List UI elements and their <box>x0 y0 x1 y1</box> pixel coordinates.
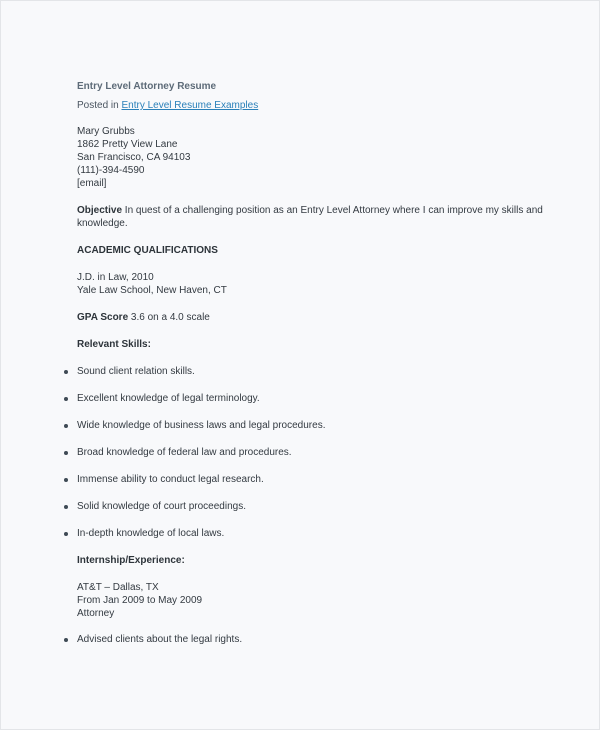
bullet-icon <box>64 638 68 642</box>
education-block <box>77 271 547 297</box>
objective-text: In quest of a challenging position as an Entry Level Attorney where I can improve my skills and knowledge. <box>77 205 543 229</box>
skills-list <box>77 365 547 540</box>
job-role: Attorney <box>77 608 115 619</box>
skill-text: Solid knowledge of court proceedings. <box>77 501 246 512</box>
skill-text: In-depth knowledge of local laws. <box>77 528 225 539</box>
posted-prefix: Posted in <box>77 100 122 111</box>
skill-text: Broad knowledge of federal law and procedures. <box>77 447 292 458</box>
gpa-line <box>77 311 547 324</box>
contact-email: [email] <box>77 178 107 189</box>
bullet-icon <box>64 397 68 401</box>
category-link[interactable]: Entry Level Resume Examples <box>121 100 259 111</box>
list-item <box>77 500 547 513</box>
academic-heading: ACADEMIC QUALIFICATIONS <box>77 245 218 256</box>
bullet-icon <box>64 532 68 536</box>
posted-in-line <box>77 99 547 112</box>
bullet-icon <box>64 370 68 374</box>
school: Yale Law School, New Haven, CT <box>77 285 227 296</box>
bullet-icon <box>64 478 68 482</box>
skill-text: Sound client relation skills. <box>77 366 195 377</box>
bullet-icon <box>64 424 68 428</box>
contact-phone: (111)-394-4590 <box>77 165 145 176</box>
skill-text: Wide knowledge of business laws and legal procedures. <box>77 420 326 431</box>
degree: J.D. in Law, 2010 <box>77 272 154 283</box>
list-item <box>77 392 547 405</box>
contact-city: San Francisco, CA 94103 <box>77 152 191 163</box>
gpa-value: 3.6 on a 4.0 scale <box>128 312 210 323</box>
skill-text: Excellent knowledge of legal terminology. <box>77 393 260 404</box>
employer: AT&T – Dallas, TX <box>77 582 159 593</box>
bullet-icon <box>64 451 68 455</box>
skill-text: Immense ability to conduct legal research. <box>77 474 264 485</box>
list-item <box>77 446 547 459</box>
experience-block <box>77 581 547 620</box>
experience-heading: Internship/Experience: <box>77 555 185 566</box>
contact-block <box>77 125 547 190</box>
list-item <box>77 419 547 432</box>
list-item <box>77 633 547 646</box>
duty-text: Advised clients about the legal rights. <box>77 634 243 645</box>
skills-heading: Relevant Skills: <box>77 339 151 350</box>
page-title: Entry Level Attorney Resume <box>77 81 217 92</box>
contact-street: 1862 Pretty View Lane <box>77 139 178 150</box>
list-item <box>77 365 547 378</box>
objective-label: Objective <box>77 205 123 216</box>
list-item <box>77 527 547 540</box>
list-item <box>77 473 547 486</box>
bullet-icon <box>64 505 68 509</box>
objective-section <box>77 204 547 230</box>
gpa-label: GPA Score <box>77 312 129 323</box>
employment-dates: From Jan 2009 to May 2009 <box>77 595 203 606</box>
resume-document <box>77 80 547 646</box>
contact-name: Mary Grubbs <box>77 126 135 137</box>
duties-list <box>77 633 547 646</box>
